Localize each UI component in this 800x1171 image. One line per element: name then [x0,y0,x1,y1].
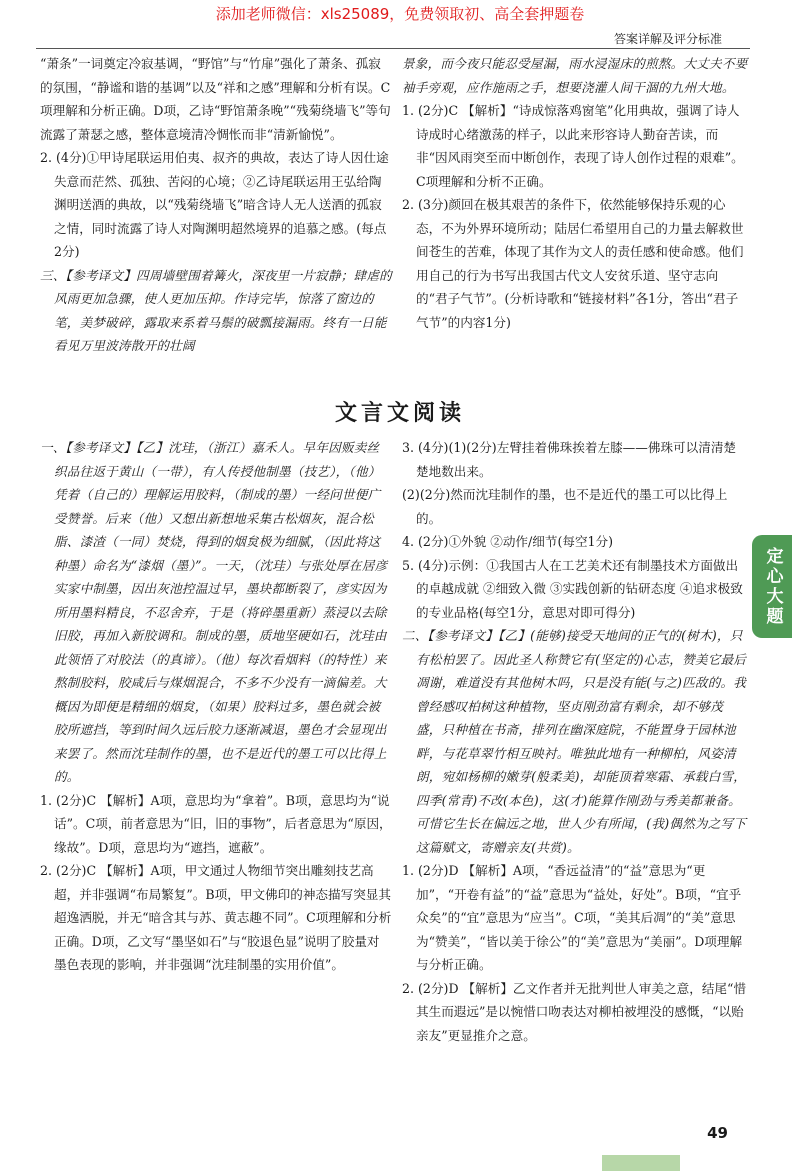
side-tab-label: 定心大题 [762,546,783,627]
translation-paragraph: 一、【参考译文】【乙】沈珪，（浙江）嘉禾人。早年因贩卖丝织品往返于黄山（一带），有人传授他制墨（技艺），（他）凭着（自己的）理解运用胶料，（制成的墨）一经问世便广受赞誉。后来（他）又想出新想地采集古松烟灰，混合松脂、漆渣（一同）焚烧，得到的烟炱极为细腻，（因此将这种墨）命名为“漆烟（墨）”。一天，（沈珪）与张处厚在居彦实家中制墨，因出灰池控温过早，墨块都断裂了，彦实因为所用墨料精良，不忍舍弃，于是（将碎墨重新）蒸浸以去除旧胶，再加入新胶调和。制成的墨，质地坚硬如石，沈珪由此领悟了对胶法（的真谛）。（他）每次看烟料（的特性）来熬制胶料，胶咸后与煤烟混合，不多不少没有一滴偏差。大概因为即便是精细的烟炱，（如果）胶料过多，墨色就会被胶所遮挡，等到时间久远后胶力逐渐减退，墨色才会显现出来罢了。然而沈珪制作的墨，也不是近代的墨工可以比得上的。 [40,440,388,784]
bottom-right-column [402,436,748,1047]
translation-paragraph: 二、【参考译文】【乙】(能够)接受天地间的正气的(树木)，只有松柏罢了。因此圣人称赞它有(坚定的)心志，赞美它最后凋谢，难道没有其他树木吗，只是没有能(与之)匹敌的。我曾经感叹柏树这种植物，坚贞刚劲富有剩余，却不够茂盛，只种植在书斋，排列在幽深庭院，不能置身于园林池畔，与花草翠竹相互映衬。唯独此地有一种柳柏，风姿清朗，宛如杨柳的嫩芽(般柔美)，却能顶着寒霜、承载白雪，四季(常青)不改(本色)，这(才)能算作刚劲与秀美都兼备。可惜它生长在偏远之地，世人少有所闻，(我)偶然为之写下这篇赋文，寄赠亲友(共赏)。 [402,628,747,855]
answer-item: 1. (2分)D 【解析】A项，“香远益清”的“益”意思为“更加”，“开卷有益”的“益”意思为“益处，好处”。B项，“宜乎众矣”的“宜”意思为“应当”。C项，“美其后凋”的“美”意思为“赞美”，“皆以美于徐公”的“美”意思为“美丽”。D项理解与分析正确。 [402,863,743,972]
answer-item: (2)(2分)然而沈珪制作的墨，也不是近代的墨工可以比得上的。 [402,487,728,526]
answer-item: 5. (4分)示例：①我国古人在工艺美术还有制墨技术方面做出的卓越成就 ②细致入微 ③实践创新的钻研态度 ④追求极致的专业品格(每空1分，意思对即可得分) [402,557,743,620]
bottom-decoration [602,1155,680,1171]
page-number: 49 [707,1124,728,1142]
answer-item: 2. (2分)C 【解析】A项，甲文通过人物细节突出雕刻技艺高超，并非强调“布局繁复”。B项，甲文佛印的神态描写突显其超逸洒脱，并无“暗含其与苏、黄志趣不同”。C项理解和分析正确。D项，乙文写“墨坚如石”与“胶退色显”说明了胶量对墨色表现的影响，并非强调“沈珪制墨的实用价值”。 [40,863,392,972]
top-right-column [402,52,748,334]
watermark-banner: 添加老师微信：xls25089，免费领取初、高全套押题卷 [215,5,585,23]
translation-paragraph: 三、【参考译文】四周墙壁围着篝火，深夜里一片寂静；肆虐的风雨更加急骤，使人更加压抑。作诗完毕，惊落了窗边的笔，美梦破碎，露取来系着马鬃的破瓢接漏雨。终有一日能看见万里波涛散开的壮阔 [40,267,392,353]
header-divider [36,48,750,49]
translation-continuation: 景象，而今夜只能忍受屋漏，雨水浸湿床的煎熬。大丈夫不要袖手旁观，应作施雨之手，想要浇灌人间干涸的九州大地。 [402,56,748,95]
header-title: 答案详解及评分标准 [613,32,722,46]
answer-item: 1. (2分)C 【解析】A项，意思均为“拿着”。B项，意思均为“说话”。C项，前者意思为“旧，旧的事物”，后者意思为“原因，缘故”。D项，意思均为“遮挡，遮蔽”。 [40,792,392,855]
answer-item: 1. (2分)C 【解析】“诗成惊落鸡窗笔”化用典故，强调了诗人诗成时心绪激荡的样子，以此来形容诗人勤奋苦读，而非“因风雨突至而中断创作，表现了诗人创作过程的艰难”。C项理解和分析不正确。 [402,103,744,189]
answer-item: 2. (4分)①甲诗尾联运用伯夷、叔齐的典故，表达了诗人因仕途失意而茫然、孤独、苦闷的心境；②乙诗尾联运用王弘给陶渊明送酒的典故，以“残菊绕墙飞”暗含诗人无人送酒的孤寂之情，同时流露了诗人对陶渊明超然境界的追慕之感。(每点2分) [40,150,389,259]
side-tab [752,535,792,638]
bottom-left-column [40,436,392,977]
paragraph: “萧条”一词奠定冷寂基调，“野馆”与“竹扉”强化了萧条、孤寂的氛围，“静谧和谐的基调”以及“祥和之感”理解和分析有误。C项理解和分析正确。D项，乙诗“野馆萧条晚”“残菊绕墙飞”等句流露了萧瑟之感，整体意境清冷惆怅而非“清新愉悦”。 [40,56,391,142]
answer-item: 2. (3分)颜回在极其艰苦的条件下，依然能够保持乐观的心态，不为外界环境所动；陆居仁希望用自己的力量去解救世间苍生的苦难，体现了其作为文人的责任感和使命感。他们用自己的行为书写出我国古代文人安贫乐道、坚守志向的“君子气节”。(分析诗歌和“链接材料”各1分，答出“君子气节”的内容1分) [402,197,744,330]
answer-item: 4. (2分)①外貌 ②动作/细节(每空1分) [402,534,614,549]
section-title: 文言文阅读 [334,401,465,426]
answer-item: 3. (4分)(1)(2分)左臂挂着佛珠挨着左膝——佛珠可以清清楚楚地数出来。 [402,440,737,479]
top-left-column [40,52,392,358]
answer-item: 2. (2分)D 【解析】乙文作者并无批判世人审美之意，结尾“惜其生而遐远”是以惋惜口吻表达对柳柏被埋没的感慨，“以贻亲友”更显推介之意。 [402,980,747,1043]
